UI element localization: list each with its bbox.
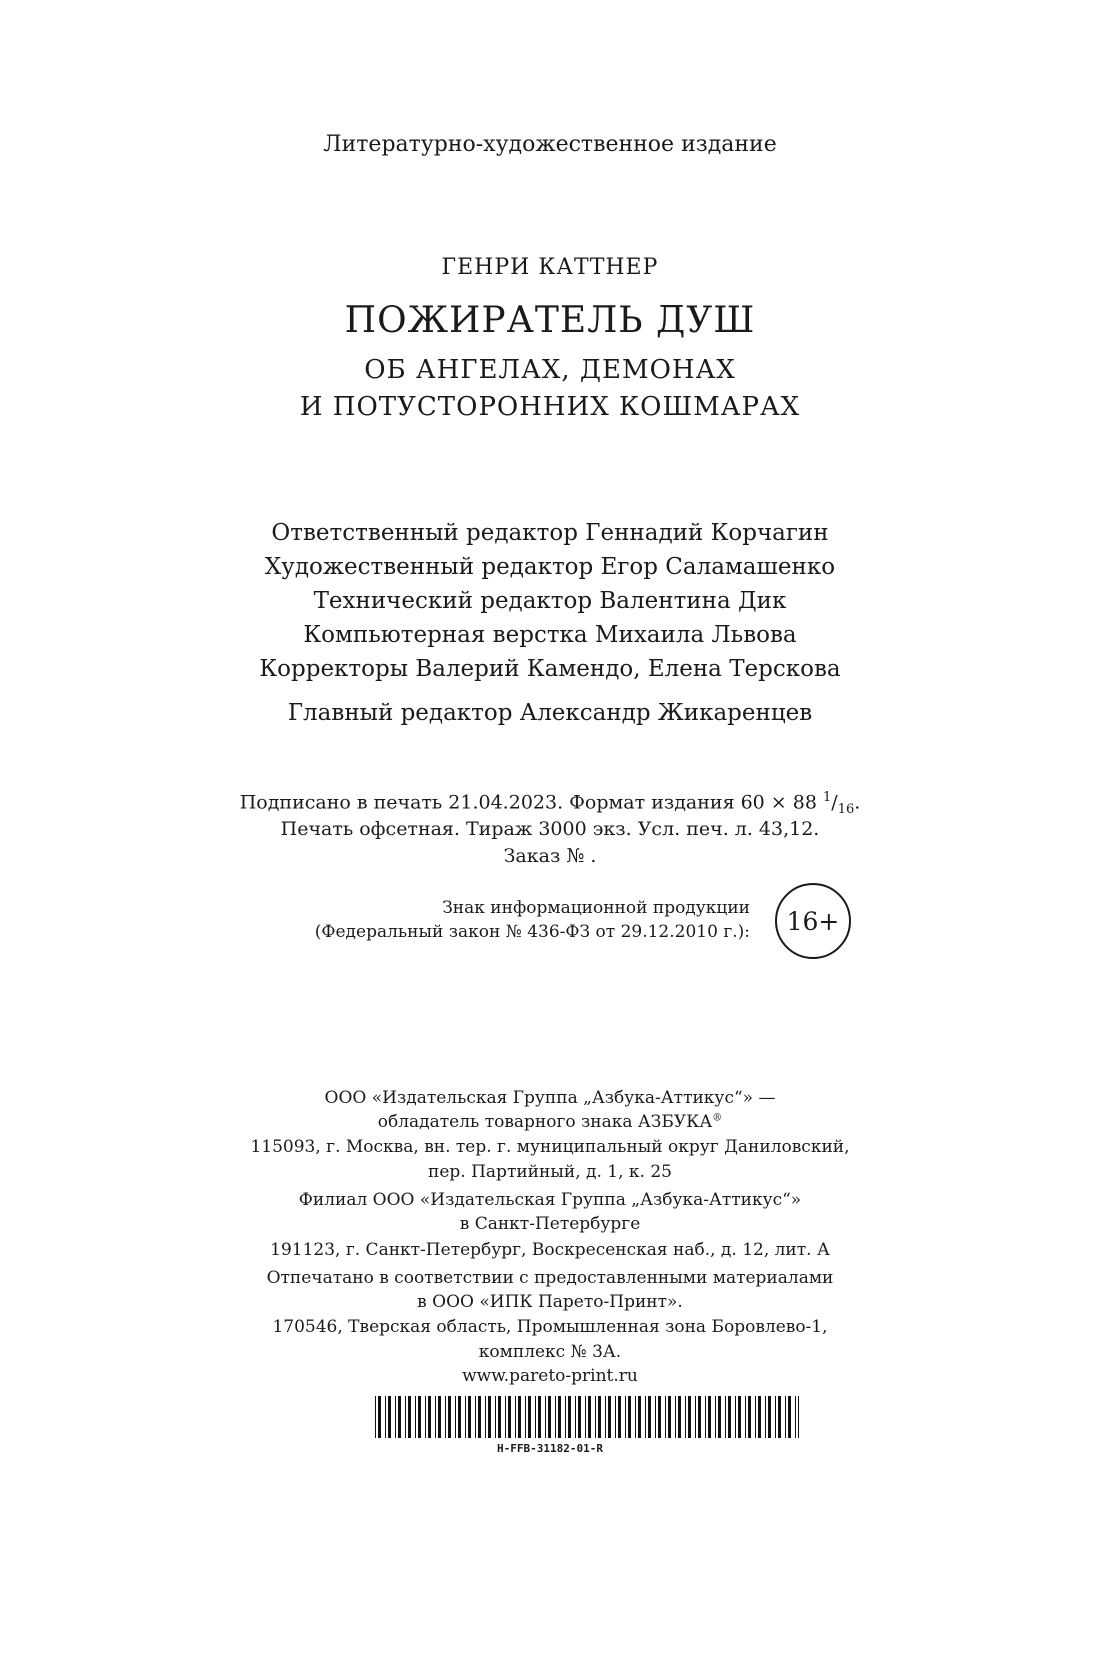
barcode-bar (615, 1396, 616, 1438)
barcode-bar (655, 1396, 656, 1438)
publisher-line: 191123, г. Санкт-Петербург, Воскресенская наб., д. 12, лит. А (270, 1240, 830, 1260)
print-info-line-3: Заказ № . (503, 845, 597, 867)
barcode-bar (648, 1396, 651, 1438)
barcode-bar (605, 1396, 606, 1438)
barcode-bar (388, 1396, 391, 1438)
barcode-bar (595, 1396, 596, 1438)
barcode-code: H-FFB-31182-01-R (497, 1442, 603, 1455)
barcode-bar (405, 1396, 406, 1438)
barcode-bar (725, 1396, 726, 1438)
barcode-bar (428, 1396, 431, 1438)
barcode-bar (755, 1396, 756, 1438)
barcode-bar (375, 1396, 376, 1438)
barcode-bar (765, 1396, 766, 1438)
barcode-bar (628, 1396, 631, 1438)
barcode-bar (638, 1396, 641, 1438)
barcode-bar (505, 1396, 506, 1438)
credit-line: Корректоры Валерий Камендо, Елена Терскова (259, 656, 841, 682)
barcode-bar (515, 1396, 516, 1438)
barcode-bar (408, 1396, 411, 1438)
book-subtitle-line-2: И ПОТУСТОРОННИХ КОШМАРАХ (299, 392, 801, 422)
barcode-bar (758, 1396, 761, 1438)
barcode-bar (485, 1396, 486, 1438)
barcode-bar (788, 1396, 791, 1438)
age-rating-label-2: (Федеральный закон № 436-ФЗ от 29.12.2010 г.): (314, 922, 750, 942)
barcode-bar (585, 1396, 586, 1438)
printer-line: 170546, Тверская область, Промышленная зона Боровлево-1, (272, 1317, 828, 1337)
barcode-bar (488, 1396, 491, 1438)
barcode-bar (715, 1396, 716, 1438)
age-rating-badge (775, 883, 851, 959)
barcode-bar (528, 1396, 531, 1438)
barcode-bar (458, 1396, 461, 1438)
barcode-bar (608, 1396, 611, 1438)
barcode-bar (425, 1396, 426, 1438)
publisher-line: пер. Партийный, д. 1, к. 25 (428, 1162, 672, 1182)
barcode-bar (435, 1396, 436, 1438)
barcode-bar (518, 1396, 521, 1438)
book-subtitle-line-1: ОБ АНГЕЛАХ, ДЕМОНАХ (364, 355, 736, 385)
barcode-bar (625, 1396, 626, 1438)
barcode-bar (705, 1396, 706, 1438)
print-info-text: Подписано в печать 21.04.2023. Формат издания 60 × 88 (239, 791, 823, 814)
barcode-bar (718, 1396, 721, 1438)
barcode-bar (465, 1396, 466, 1438)
barcode-bar (575, 1396, 576, 1438)
barcode-bar (415, 1396, 416, 1438)
barcode-bar (535, 1396, 536, 1438)
publisher-line: в Санкт-Петербурге (459, 1214, 641, 1234)
book-title: ПОЖИРАТЕЛЬ ДУШ (344, 300, 756, 341)
barcode-bar (728, 1396, 731, 1438)
credit-line: Компьютерная верстка Михаила Львова (303, 622, 797, 648)
barcode-bar (785, 1396, 786, 1438)
barcode-bar (548, 1396, 551, 1438)
barcode-bar (448, 1396, 451, 1438)
barcode-bar (735, 1396, 736, 1438)
barcode-bar (618, 1396, 621, 1438)
barcode-bar (578, 1396, 581, 1438)
barcode-bar (478, 1396, 481, 1438)
printer-line: Отпечатано в соответствии с предоставленными материалами (266, 1268, 834, 1288)
barcode-bar (568, 1396, 571, 1438)
barcode-bar (678, 1396, 681, 1438)
print-info-line-2: Печать офсетная. Тираж 3000 экз. Усл. печ. л. 43,12. (280, 818, 820, 840)
barcode-bar (378, 1396, 381, 1438)
chief-editor: Главный редактор Александр Жикаренцев (287, 700, 813, 726)
barcode-bar (565, 1396, 566, 1438)
publisher-line: Филиал ООО «Издательская Группа „Азбука-Аттикус“» (298, 1190, 802, 1210)
barcode-bar (558, 1396, 561, 1438)
printer-website: www.pareto-print.ru (462, 1366, 638, 1386)
age-rating-label-1: Знак информационной продукции (442, 898, 750, 918)
print-info-end: . (854, 791, 861, 814)
print-info-line-1: Подписано в печать 21.04.2023. Формат издания 60 × 88 $^1/_{16}$. (239, 790, 861, 818)
barcode-bar (708, 1396, 711, 1438)
barcode-bar (455, 1396, 456, 1438)
barcode-bar (695, 1396, 696, 1438)
barcode-bar (495, 1396, 496, 1438)
barcode-bar (398, 1396, 401, 1438)
barcode-bar (665, 1396, 666, 1438)
barcode-bar (395, 1396, 396, 1438)
barcode-bar (635, 1396, 636, 1438)
publisher-line: ООО «Издательская Группа „Азбука-Аттикус“» — (324, 1088, 776, 1108)
barcode-bar (588, 1396, 591, 1438)
credit-line: Ответственный редактор Геннадий Корчагин (271, 520, 829, 546)
barcode-bar (468, 1396, 471, 1438)
barcode-bar (555, 1396, 556, 1438)
format-denominator: 16 (837, 802, 855, 818)
publisher-trademark-text: обладатель товарного знака АЗБУКА (377, 1112, 713, 1132)
barcode-bar (768, 1396, 771, 1438)
barcode-bar (475, 1396, 476, 1438)
barcode-bar (445, 1396, 446, 1438)
barcode-bar (385, 1396, 386, 1438)
registered-mark: ® (712, 1112, 723, 1124)
publisher-line: 115093, г. Москва, вн. тер. г. муниципальный округ Даниловский, (250, 1137, 850, 1157)
barcode-bar (508, 1396, 511, 1438)
publisher-line (0, 1112, 1100, 1132)
barcode-bar (598, 1396, 601, 1438)
barcode-bar (525, 1396, 526, 1438)
barcode-bar (438, 1396, 441, 1438)
barcode-bar (738, 1396, 741, 1438)
age-rating-value: 16+ (786, 906, 840, 936)
barcode-bar (798, 1396, 799, 1438)
barcode-bar (748, 1396, 751, 1438)
barcode-bar (675, 1396, 676, 1438)
book-author: ГЕНРИ КАТТНЕР (441, 255, 659, 280)
barcode (375, 1396, 799, 1438)
barcode-bar (745, 1396, 746, 1438)
barcode-bar (685, 1396, 686, 1438)
barcode-bar (418, 1396, 421, 1438)
barcode-bar (538, 1396, 541, 1438)
barcode-bar (498, 1396, 501, 1438)
barcode-bar (688, 1396, 691, 1438)
credit-line: Художественный редактор Егор Саламашенко (264, 554, 836, 580)
barcode-bar (778, 1396, 781, 1438)
genre-label: Литературно-художественное издание (323, 132, 777, 157)
barcode-bar (775, 1396, 776, 1438)
barcode-bar (658, 1396, 661, 1438)
credit-line: Технический редактор Валентина Дик (313, 588, 787, 614)
barcode-bar (795, 1396, 796, 1438)
barcode-bar (545, 1396, 546, 1438)
barcode-bar (698, 1396, 701, 1438)
barcode-bar (668, 1396, 671, 1438)
barcode-bar (645, 1396, 646, 1438)
printer-line: комплекс № 3А. (478, 1342, 622, 1362)
printer-line: в ООО «ИПК Парето-Принт». (417, 1292, 683, 1312)
format-numerator: 1 (823, 790, 832, 805)
